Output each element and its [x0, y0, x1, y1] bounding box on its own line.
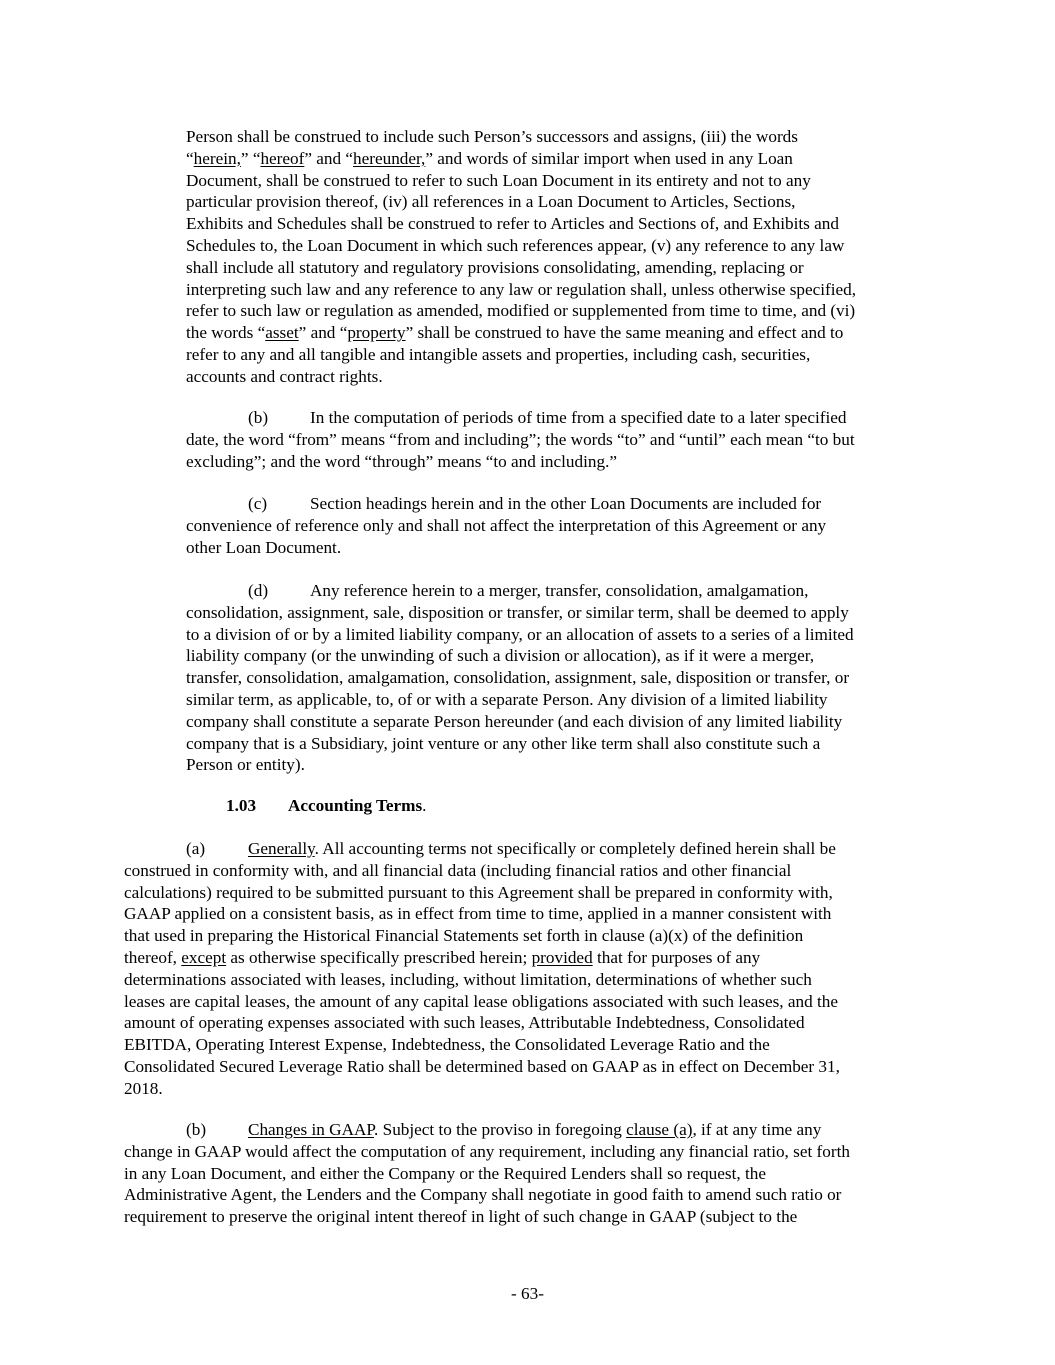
- text-line: 2018.: [124, 1078, 163, 1098]
- text-line: EBITDA, Operating Interest Expense, Indebtedness, the Consolidated Leverage Ratio and the: [124, 1035, 770, 1055]
- text-line: Exhibits and Schedules shall be construed to refer to Articles and Sections of, and Exhibits and: [186, 214, 839, 234]
- clause-label: (c): [248, 494, 268, 513]
- text-line: liability company (or the unwinding of such a division or allocation), as if it were a merger,: [186, 646, 815, 666]
- clause-label: (b): [186, 1120, 207, 1139]
- text-line: GAAP applied on a consistent basis, as in effect from time to time, applied in a manner consistent with: [124, 904, 832, 924]
- text-line: in any Loan Document, and either the Company or the Required Lenders shall so request, the: [124, 1163, 766, 1183]
- text-line: company shall constitute a separate Person hereunder (and each division of any limited liability: [186, 711, 843, 731]
- text-line: requirement to preserve the original intent thereof in light of such change in GAAP (subject to the: [124, 1207, 798, 1227]
- text-line: thereof, except as otherwise specifically prescribed herein; provided that for purposes of any: [124, 947, 761, 967]
- text-line: similar term, as applicable, to, of or with a separate Person. Any division of a limited liability: [186, 689, 828, 709]
- text-line: (b) In the computation of periods of time from a specified date to a later specified: [248, 408, 847, 427]
- text-line: Schedules to, the Loan Document in which such references appear, (v) any reference to any law: [186, 235, 845, 255]
- term-hereunder: hereunder,: [353, 148, 426, 168]
- text-line: construed in conformity with, and all financial data (including financial ratios and other financial: [124, 860, 792, 880]
- text-line: excluding”; and the word “through” means “to and including.”: [186, 451, 617, 471]
- text-line: shall include all statutory and regulatory provisions consolidating, amending, replacing or: [186, 257, 804, 277]
- text-line: “herein,” “hereof” and “hereunder,” and words of similar import when used in any Loan: [186, 148, 793, 168]
- clause-c-headings: [186, 493, 826, 558]
- text-line: the words “asset” and “property” shall be construed to have the same meaning and effect and to: [186, 323, 844, 343]
- clause-heading: Changes in GAAP: [248, 1120, 375, 1139]
- text-line: refer to such law or regulation as amended, modified or supplemented from time to time, and (vi): [186, 301, 856, 321]
- term-property: property: [347, 323, 406, 343]
- text-line: company that is a Subsidiary, joint venture or any other like term shall also constitute such a: [186, 733, 821, 753]
- section-heading: 1.03 Accounting Terms.: [226, 796, 427, 815]
- text-line: change in GAAP would affect the computation of any requirement, including any financial ratio, set forth: [124, 1141, 850, 1161]
- clause-label: (a): [186, 839, 206, 858]
- text-line: Person or entity).: [186, 755, 305, 775]
- text-line: determinations associated with leases, including, without limitation, determinations of whether such: [124, 969, 812, 989]
- page-number: - 63-: [511, 1284, 544, 1303]
- term-herein: herein,: [193, 148, 241, 168]
- clause-reference: clause (a): [626, 1120, 693, 1139]
- clause-a-generally: [124, 838, 840, 1100]
- text-line: (a) Generally. All accounting terms not specifically or completely defined herein shall be: [186, 839, 836, 858]
- text-line: (b) Changes in GAAP. Subject to the proviso in foregoing clause (a), if at any time any: [186, 1120, 822, 1139]
- text-line: amount of operating expenses associated with such leases, Attributable Indebtedness, Consolidated: [124, 1013, 805, 1033]
- clause-label: (b): [248, 408, 269, 427]
- clause-heading: Generally: [248, 839, 315, 858]
- text-line: convenience of reference only and shall not affect the interpretation of this Agreement or any: [186, 515, 827, 535]
- text-line: Consolidated Secured Leverage Ratio shall be determined based on GAAP as in effect on December 31,: [124, 1056, 840, 1076]
- clause-label: (d): [248, 581, 269, 600]
- text-line: to a division of or by a limited liability company, or an allocation of assets to a series of a limited: [186, 624, 854, 644]
- text-line: calculations) required to be submitted pursuant to this Agreement shall be prepared in conformity with,: [124, 882, 833, 902]
- text-line: transfer, consolidation, amalgamation, consolidation, assignment, sale, disposition or transfer, or: [186, 668, 850, 688]
- text-line: other Loan Document.: [186, 537, 342, 557]
- text-line: leases are capital leases, the amount of any capital lease obligations associated with such leases, and the: [124, 991, 838, 1011]
- text-line: Person shall be construed to include such Person’s successors and assigns, (iii) the words: [186, 127, 798, 146]
- term-except: except: [181, 947, 227, 967]
- text-line: that used in preparing the Historical Financial Statements set forth in clause (a)(x) of the definition: [124, 926, 804, 946]
- text-line: refer to any and all tangible and intangible assets and properties, including cash, securities,: [186, 344, 811, 364]
- term-hereof: hereof: [260, 148, 305, 168]
- term-asset: asset: [265, 323, 299, 343]
- text-line: particular provision thereof, (iv) all references in a Loan Document to Articles, Sections,: [186, 192, 796, 212]
- text-line: interpreting such law and any reference to any law or regulation shall, unless otherwise specified,: [186, 279, 857, 299]
- text-line: Document, shall be construed to refer to such Loan Document in its entirety and not to any: [186, 170, 811, 190]
- text-line: date, the word “from” means “from and including”; the words “to” and “until” each mean “to but: [186, 429, 855, 449]
- term-provided: provided: [531, 947, 593, 967]
- paragraph-definitions-continued: [186, 126, 856, 388]
- clause-b-computation: [186, 407, 855, 472]
- clause-d-division: [186, 580, 854, 776]
- text-line: (d) Any reference herein to a merger, transfer, consolidation, amalgamation,: [248, 581, 809, 600]
- clause-b-changes-in-gaap: [124, 1119, 850, 1228]
- text-line: consolidation, assignment, sale, disposition or transfer, or similar term, shall be deemed to apply: [186, 602, 849, 622]
- section-number: 1.03: [226, 796, 257, 815]
- section-title: Accounting Terms: [288, 796, 423, 815]
- text-line: (c) Section headings herein and in the other Loan Documents are included for: [248, 494, 822, 513]
- text-line: Administrative Agent, the Lenders and the Company shall negotiate in good faith to amend such ratio or: [124, 1185, 842, 1205]
- text-line: accounts and contract rights.: [186, 366, 383, 386]
